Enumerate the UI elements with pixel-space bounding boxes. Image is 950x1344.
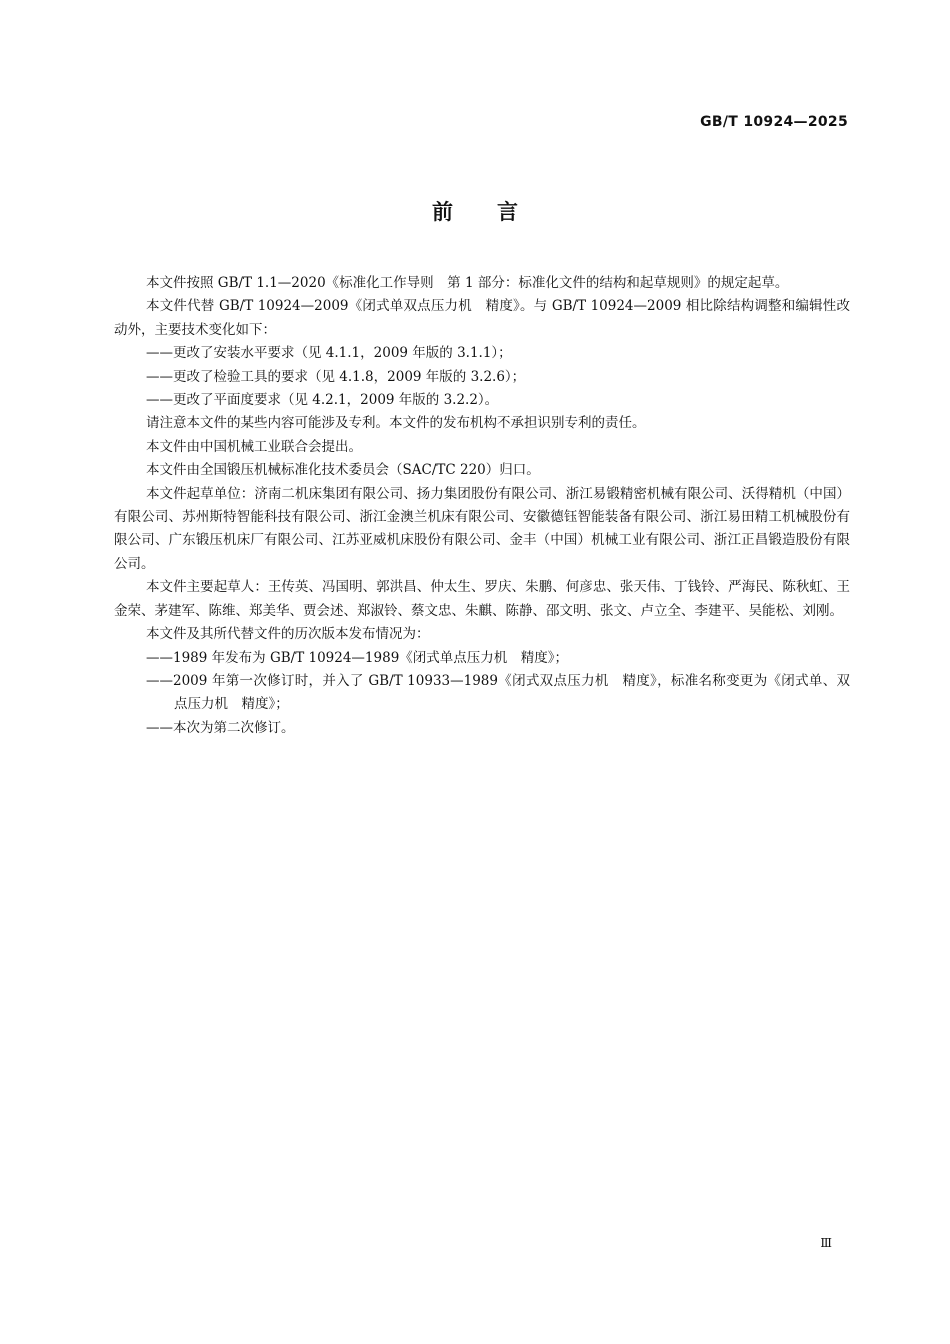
paragraph-drafters: 本文件主要起草人：王传英、冯国明、郭洪昌、仲太生、罗庆、朱鹏、何彦忠、张天伟、丁钱铃、严海民、陈秋虹、王金荣、茅建军、陈维、郑美华、贾会述、郑淑铃、蔡文忠、朱麒、陈静、邵文明、张文、卢立全、李建平、吴能松、刘刚。 <box>114 579 850 619</box>
page-title: 前言 <box>432 200 562 224</box>
change-item: ——更改了平面度要求（见 4.2.1，2009 年版的 3.2.2）。 <box>146 392 499 409</box>
history-item: ——本次为第二次修订。 <box>146 719 295 736</box>
page-number: Ⅲ <box>820 1236 832 1250</box>
paragraph-history-intro: 本文件及其所代替文件的历次版本发布情况为： <box>146 626 430 643</box>
paragraph-patent-notice: 请注意本文件的某些内容可能涉及专利。本文件的发布机构不承担识别专利的责任。 <box>146 415 646 432</box>
foreword-body <box>114 272 850 740</box>
paragraph-drafting-rules: 本文件按照 GB/T 1.1—2020《标准化工作导则 第 1 部分：标准化文件的结构和起草规则》的规定起草。 <box>146 275 789 291</box>
change-item: ——更改了检验工具的要求（见 4.1.8，2009 年版的 3.2.6）； <box>146 368 526 385</box>
history-item: ——1989 年发布为 GB/T 10924—1989《闭式单点压力机 精度》； <box>146 649 569 666</box>
standard-code: GB/T 10924—2025 <box>700 114 848 130</box>
change-item: ——更改了安装水平要求（见 4.1.1，2009 年版的 3.1.1）； <box>146 345 512 362</box>
paragraph-drafting-units: 本文件起草单位：济南二机床集团有限公司、扬力集团股份有限公司、浙江易锻精密机械有限公司、沃得精机（中国）有限公司、苏州斯特智能科技有限公司、浙江金澳兰机床有限公司、安徽德钰智能装备有限公司、浙江易田精工机械股份有限公司、广东锻压机床厂有限公司、江苏亚威机床股份有限公司、金丰（中国）机械工业有限公司、浙江正昌锻造股份有限公司。 <box>114 485 850 572</box>
paragraph-committee: 本文件由全国锻压机械标准化技术委员会（SAC/TC 220）归口。 <box>146 462 540 479</box>
paragraph-proposer: 本文件由中国机械工业联合会提出。 <box>146 438 362 455</box>
paragraph-replacement: 本文件代替 GB/T 10924—2009《闭式单双点压力机 精度》。与 GB/T 10924—2009 相比除结构调整和编辑性改动外，主要技术变化如下： <box>114 298 850 338</box>
history-item: ——2009 年第一次修订时，并入了 GB/T 10933—1989《闭式双点压力机 精度》，标准名称变更为《闭式单、双点压力机 精度》； <box>146 672 850 713</box>
